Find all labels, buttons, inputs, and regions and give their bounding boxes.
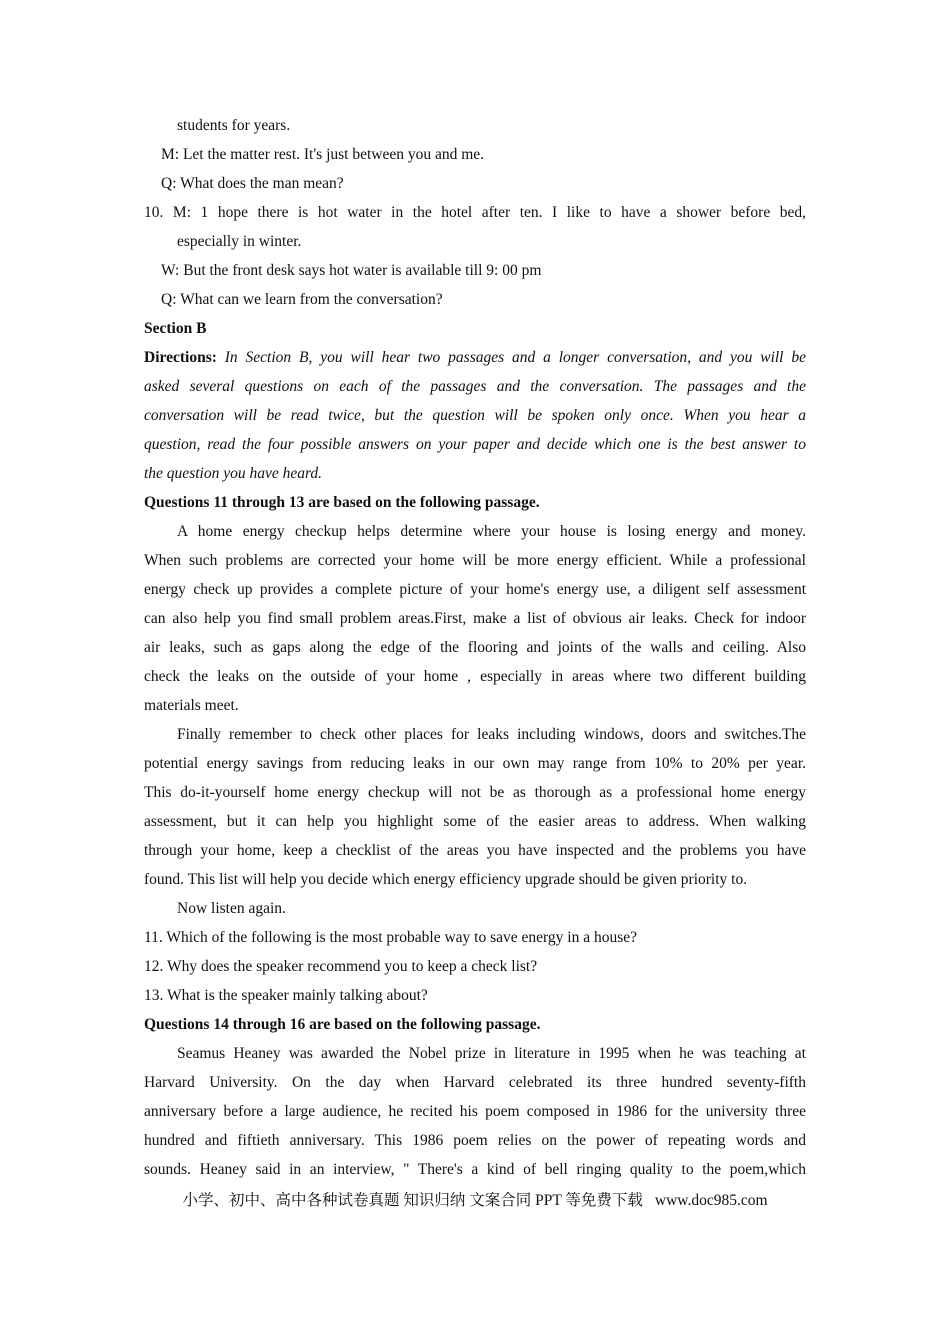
text-line: [144, 256, 806, 285]
line-text: Now listen again.: [177, 900, 286, 917]
line-text: can also help you find small problem areas.First, make a list of obvious air leaks. Check for indoor: [144, 610, 806, 627]
line-text: W: But the front desk says hot water is available till 9: 00 pm: [161, 262, 542, 279]
line-text: students for years.: [177, 117, 291, 134]
text-line: [144, 285, 806, 314]
text-line: [144, 1068, 806, 1097]
text-line: [144, 1155, 806, 1184]
line-text: assessment, but it can help you highlight some of the easier areas to address. When walking: [144, 813, 806, 830]
line-text: In Section B, you will hear two passages and a longer conversation, and you will be: [216, 349, 806, 366]
text-line: [144, 894, 806, 923]
line-text: energy check up provides a complete picture of your home's energy use, a diligent self assessment: [144, 581, 806, 598]
line-text: Finally remember to check other places for leaks including windows, doors and switches.The: [177, 726, 806, 743]
line-text: This do-it-yourself home energy checkup will not be as thorough as a professional home energy: [144, 784, 806, 801]
directions-label: Directions:: [144, 349, 217, 366]
text-line: [144, 111, 806, 140]
text-line: [144, 865, 806, 894]
text-line: [144, 952, 806, 981]
text-line: [144, 662, 806, 691]
text-line: [144, 401, 806, 430]
line-text: A home energy checkup helps determine where your house is losing energy and money.: [177, 523, 806, 540]
line-text: Section B: [144, 320, 207, 337]
text-line: [144, 459, 806, 488]
text-line: [144, 546, 806, 575]
text-line: [144, 517, 806, 546]
line-text: the question you have heard.: [144, 465, 323, 482]
line-text: materials meet.: [144, 697, 239, 714]
text-line: [144, 169, 806, 198]
line-text: 13. What is the speaker mainly talking about?: [144, 987, 428, 1004]
document-body: [144, 111, 806, 1184]
text-line: [144, 430, 806, 459]
line-text: 10. M: 1 hope there is hot water in the hotel after ten. I like to have a shower before bed,: [144, 204, 806, 221]
text-line: [144, 1039, 806, 1068]
line-text: 12. Why does the speaker recommend you to keep a check list?: [144, 958, 538, 975]
line-text: especially in winter.: [177, 233, 302, 250]
line-text: Harvard University. On the day when Harvard celebrated its three hundred seventy-fifth: [144, 1074, 806, 1091]
text-line: [144, 923, 806, 952]
text-line: [144, 227, 806, 256]
text-line: [144, 140, 806, 169]
line-text: anniversary before a large audience, he recited his poem composed in 1986 for the university three: [144, 1103, 806, 1120]
text-line: [144, 343, 806, 372]
line-text: check the leaks on the outside of your home , especially in areas where two different building: [144, 668, 806, 685]
line-text: conversation will be read twice, but the question will be spoken only once. When you hear a: [144, 407, 806, 424]
line-text: potential energy savings from reducing leaks in our own may range from 10% to 20% per year.: [144, 755, 806, 772]
line-text: 11. Which of the following is the most probable way to save energy in a house?: [144, 929, 638, 946]
line-text: sounds. Heaney said in an interview, " There's a kind of bell ringing quality to the poem,which: [144, 1161, 806, 1178]
text-line: [144, 749, 806, 778]
text-line: [144, 1010, 806, 1039]
text-line: [144, 372, 806, 401]
footer-url: www.doc985.com: [654, 1192, 768, 1209]
line-text: found. This list will help you decide which energy efficiency upgrade should be given priority to.: [144, 871, 748, 888]
line-text: question, read the four possible answers on your paper and decide which one is the best answer to: [144, 436, 806, 453]
text-line: [144, 1097, 806, 1126]
line-text: Questions 14 through 16 are based on the following passage.: [144, 1016, 541, 1033]
text-line: [144, 488, 806, 517]
text-line: [144, 1126, 806, 1155]
text-line: [144, 720, 806, 749]
line-text: through your home, keep a checklist of the areas you have inspected and the problems you have: [144, 842, 806, 859]
line-text: M: Let the matter rest. It's just between you and me.: [161, 146, 485, 163]
text-line: [144, 604, 806, 633]
line-text: hundred and fiftieth anniversary. This 1986 poem relies on the power of repeating words and: [144, 1132, 806, 1149]
footer-text: 小学、初中、高中各种试卷真题 知识归纳 文案合同 PPT 等免费下载: [182, 1192, 643, 1209]
line-text: When such problems are corrected your home will be more energy efficient. While a professional: [144, 552, 806, 569]
text-line: [144, 198, 806, 227]
line-text: air leaks, such as gaps along the edge of the flooring and joints of the walls and ceiling. Also: [144, 639, 806, 656]
line-text: Q: What can we learn from the conversation?: [161, 291, 443, 308]
page-footer: [0, 1188, 950, 1214]
text-line: [144, 836, 806, 865]
text-line: [144, 778, 806, 807]
line-text: Seamus Heaney was awarded the Nobel prize in literature in 1995 when he was teaching at: [177, 1045, 806, 1062]
text-line: [144, 314, 806, 343]
text-line: [144, 691, 806, 720]
text-line: [144, 807, 806, 836]
text-line: [144, 981, 806, 1010]
line-text: asked several questions on each of the passages and the conversation. The passages and the: [144, 378, 806, 395]
line-text: Questions 11 through 13 are based on the following passage.: [144, 494, 540, 511]
line-text: Q: What does the man mean?: [161, 175, 344, 192]
text-line: [144, 575, 806, 604]
text-line: [144, 633, 806, 662]
